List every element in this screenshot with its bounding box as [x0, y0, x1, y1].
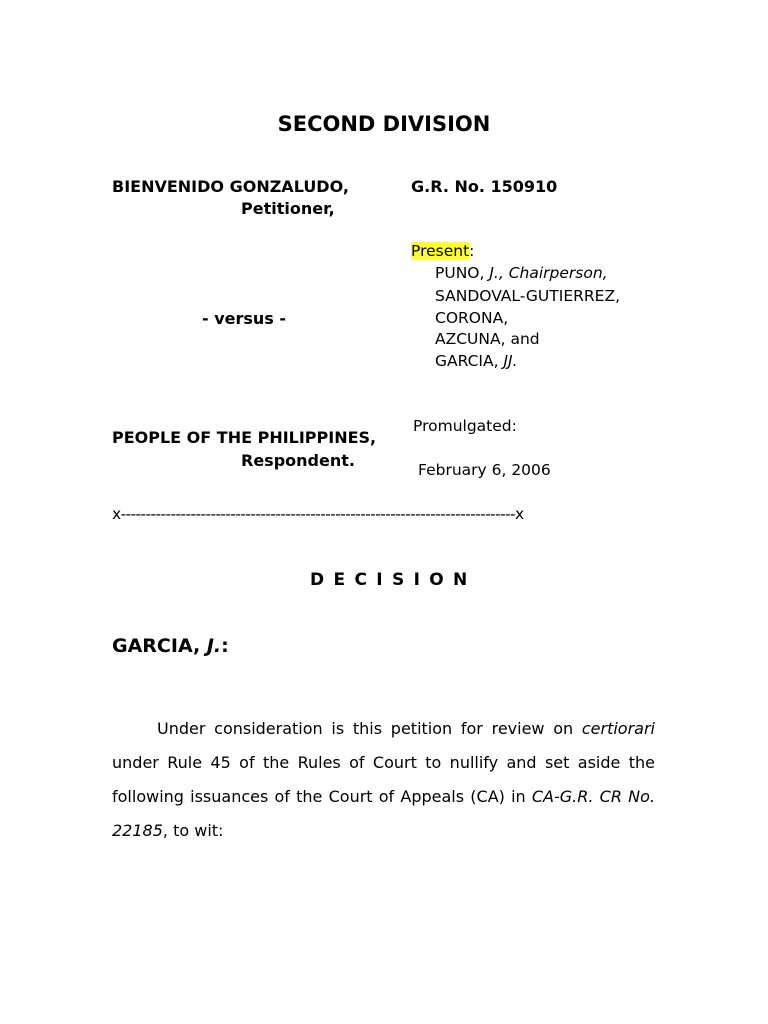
petitioner-name: BIENVENIDO GONZALUDO,	[112, 177, 349, 196]
justice-item	[435, 264, 608, 282]
division-heading: SECOND DIVISION	[277, 112, 491, 136]
justice-item	[435, 287, 620, 305]
respondent-name: PEOPLE OF THE PHILIPPINES,	[112, 428, 377, 447]
promulgation-date: February 6, 2006	[418, 461, 551, 479]
decision-paragraph	[112, 712, 655, 848]
justice-name: CORONA,	[435, 309, 509, 327]
present-colon: :	[469, 242, 475, 260]
ponente-colon: :	[221, 635, 229, 657]
justice-title: J., Chairperson,	[489, 264, 608, 282]
paragraph-text: Under consideration is this petition for review on	[157, 719, 582, 738]
present-label: Present	[411, 242, 470, 260]
ponente-initial: J.	[206, 635, 222, 657]
justice-name: GARCIA,	[435, 352, 504, 370]
justice-title: JJ.	[503, 352, 518, 370]
paragraph-text: under Rule 45 of the Rules of Court to nullify and set aside the following issuances of the Court of Appeals (CA) in	[112, 753, 655, 806]
paragraph-italic: certiorari	[581, 719, 655, 738]
ponente-name: GARCIA,	[112, 635, 207, 657]
petitioner-role: Petitioner,	[241, 199, 335, 218]
decision-heading: DECISION	[310, 570, 477, 590]
justice-name: PUNO,	[435, 264, 490, 282]
respondent-role: Respondent.	[241, 451, 355, 470]
justice-name: SANDOVAL-GUTIERREZ,	[435, 287, 620, 305]
justice-name: AZCUNA, and	[435, 330, 540, 348]
promulgated-label: Promulgated:	[413, 417, 517, 435]
paragraph-text: , to wit:	[162, 821, 224, 840]
versus-label: - versus -	[202, 309, 287, 328]
separator-line: x-------------------------------------------------------------------------------x	[112, 505, 524, 523]
present-heading	[411, 242, 474, 260]
paragraph-italic: CA-G.R. CR No. 22185	[112, 787, 655, 840]
justice-item	[435, 330, 540, 348]
ponente	[112, 635, 229, 657]
justice-item	[435, 309, 508, 327]
justice-item	[435, 352, 518, 370]
case-number: G.R. No. 150910	[411, 177, 558, 196]
